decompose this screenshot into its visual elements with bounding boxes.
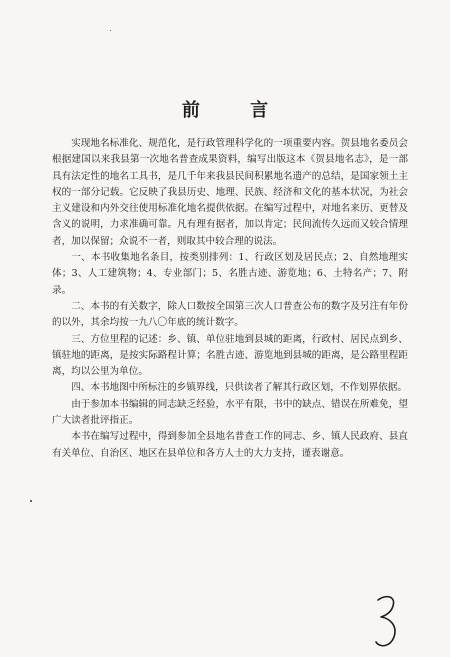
page-title: 前 言 [181,100,291,121]
paragraph-item-3: 三、方位里程的记述：乡、镇、单位驻地到县城的距离，行政村、居民点到乡、镇驻地的距离，是按实际路程计算；名胜古迹、游览地到县城的距离，是公路里程距离，均以公里为单位。 [52,333,408,378]
scan-speck [30,500,32,502]
paragraph-item-2: 二、本书的有关数字，除人口数按全国第三次人口普查公布的数字及另注有年份的以外，其余均按一九八〇年底的统计数字。 [52,300,408,329]
paragraph-item-1: 一、本书收集地名条目，按类别排列：1、行政区划及居民点；2、自然地理实体；3、人工建筑物；4、专业部门；5、名胜古迹、游览地；6、土特名产；7、附录。 [52,252,408,296]
preface-body [52,136,408,462]
handwritten-page-number [372,592,402,652]
paragraph-intro: 实现地名标准化、规范化，是行政管理科学化的一项重要内容。贺县地名委员会根据建国以来我县第一次地名普查成果资料，编写出版这本《贺县地名志》，是一部具有法定性的地名工具书，是几千年来我县民间积累地名遗产的总结，是国家领土主权的一部分记载。它反映了我县历史、地理、民族、经济和文化的基本状况，为社会主义建设和内外交往使用标准化地名提供依据。在编写过程中，对地名来历、更替及含义的说明，力求准确可靠。凡有理有据者，加以肯定；民间流传久远而又较合情理者，加以保留；众说不一者，则取其中较合理的说法。 [52,138,408,247]
paragraph-item-4: 四、本书地图中所标注的乡镇界线，只供读者了解其行政区划，不作划界依据。 [71,382,407,394]
paragraph-apology: 由于参加本书编辑的同志缺乏经验，水平有限，书中的缺点、错误在所难免，望广大读者批评指正。 [52,398,408,427]
scan-speck [110,30,111,31]
paragraph-thanks: 本书在编写过程中，得到参加全县地名普查工作的同志、乡、镇人民政府、县直有关单位、自治区、地区在县单位和各方人士的大力支持，谨表谢意。 [52,431,408,459]
